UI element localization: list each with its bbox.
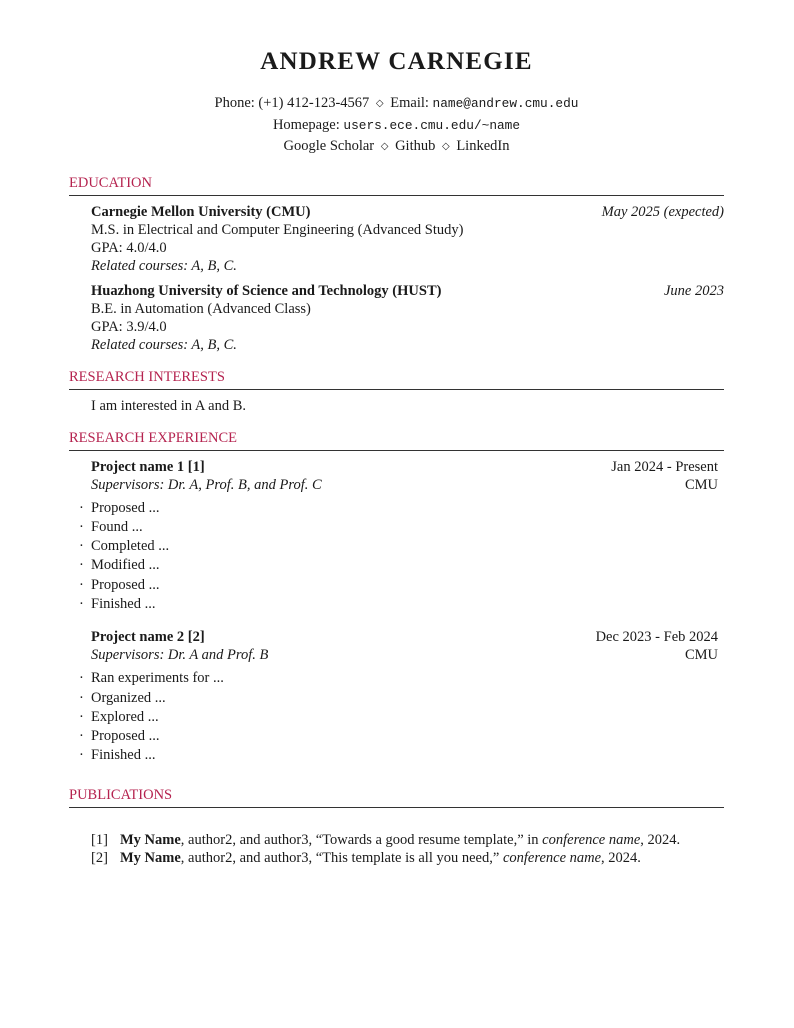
education-entry-hust (91, 282, 724, 301)
homepage-link[interactable]: users.ece.cmu.edu/~name (343, 118, 521, 133)
project-supervisors: Supervisors: Dr. A and Prof. B (91, 647, 269, 663)
bullet-icon: · (79, 670, 84, 686)
email-link[interactable]: name@andrew.cmu.edu (432, 96, 579, 111)
author-name: My Name (120, 832, 181, 848)
list-item: · Finished ... (79, 596, 156, 612)
homepage-label: Homepage: (272, 117, 340, 133)
project-1-header (91, 458, 724, 477)
graduation-date: June 2023 (664, 283, 724, 299)
github-link[interactable]: Github (395, 138, 436, 154)
related-courses: Related courses: A, B, C. (91, 337, 237, 353)
list-item: · Proposed ... (79, 500, 160, 516)
project-supervisors: Supervisors: Dr. A, Prof. B, and Prof. C (91, 477, 322, 493)
author-name: My Name (120, 850, 181, 866)
phone-number: (+1) 412-123-4567 (258, 95, 370, 111)
list-item: · Proposed ... (79, 728, 160, 744)
venue: conference name (542, 832, 641, 848)
citation-number: [1] (91, 832, 108, 848)
page-title: ANDREW CARNEGIE (260, 48, 533, 75)
linkedin-link[interactable]: LinkedIn (456, 138, 510, 154)
project-name: Project name 1 [1] (91, 459, 205, 475)
diamond-separator-icon: ◇ (441, 141, 450, 152)
bullet-icon: · (79, 690, 84, 706)
contact-line (69, 94, 724, 114)
project-name: Project name 2 [2] (91, 629, 205, 645)
list-item: · Organized ... (79, 690, 166, 706)
education-entry-cmu (91, 203, 724, 222)
email-label: Email: (390, 95, 429, 111)
project-2-subheader (91, 646, 724, 665)
section-heading-research-interests: RESEARCH INTERESTS (69, 369, 724, 390)
bullet-icon: · (79, 557, 84, 573)
google-scholar-link[interactable]: Google Scholar (283, 138, 375, 154)
gpa: GPA: 4.0/4.0 (91, 240, 167, 256)
bullet-icon: · (79, 538, 84, 554)
profile-links (69, 137, 724, 157)
list-item: · Ran experiments for ... (79, 670, 224, 686)
bullet-icon: · (79, 577, 84, 593)
diamond-separator-icon: ◇ (380, 141, 389, 152)
degree: B.E. in Automation (Advanced Class) (91, 301, 311, 317)
graduation-date: May 2025 (expected) (601, 204, 724, 220)
bullet-icon: · (79, 596, 84, 612)
citation-number: [2] (91, 850, 108, 866)
publication-item: [2] My Name, author2, and author3, “This template is all you need,” conference name, 2024. (91, 850, 641, 866)
school-name: Huazhong University of Science and Technology (HUST) (91, 283, 442, 299)
diamond-separator-icon: ◇ (375, 98, 384, 109)
bullet-icon: · (79, 747, 84, 763)
list-item: · Completed ... (79, 538, 170, 554)
bullet-icon: · (79, 728, 84, 744)
list-item: · Found ... (79, 519, 143, 535)
publication-item: [1] My Name, author2, and author3, “Towards a good resume template,” in conference name, 2024. (91, 832, 681, 848)
project-1-subheader (91, 476, 724, 495)
research-interests-text: I am interested in A and B. (91, 398, 247, 414)
phone-label: Phone: (214, 95, 255, 111)
section-heading-research-experience: RESEARCH EXPERIENCE (69, 430, 724, 451)
venue: conference name (502, 850, 602, 866)
list-item: · Finished ... (79, 747, 156, 763)
list-item: · Modified ... (79, 557, 160, 573)
school-name: Carnegie Mellon University (CMU) (91, 204, 311, 220)
project-location: CMU (684, 477, 718, 493)
related-courses: Related courses: A, B, C. (91, 258, 237, 274)
gpa: GPA: 3.9/4.0 (91, 319, 167, 335)
project-location: CMU (684, 647, 718, 663)
project-date: Dec 2023 - Feb 2024 (595, 629, 718, 645)
homepage-line (69, 116, 724, 135)
list-item: · Proposed ... (79, 577, 160, 593)
bullet-icon: · (79, 709, 84, 725)
section-heading-education: EDUCATION (69, 175, 724, 196)
degree: M.S. in Electrical and Computer Engineering (Advanced Study) (91, 222, 464, 238)
project-date: Jan 2024 - Present (611, 459, 718, 475)
bullet-icon: · (79, 519, 84, 535)
section-heading-publications: PUBLICATIONS (69, 787, 724, 808)
project-2-header (91, 628, 724, 647)
bullet-icon: · (79, 500, 84, 516)
list-item: · Explored ... (79, 709, 159, 725)
